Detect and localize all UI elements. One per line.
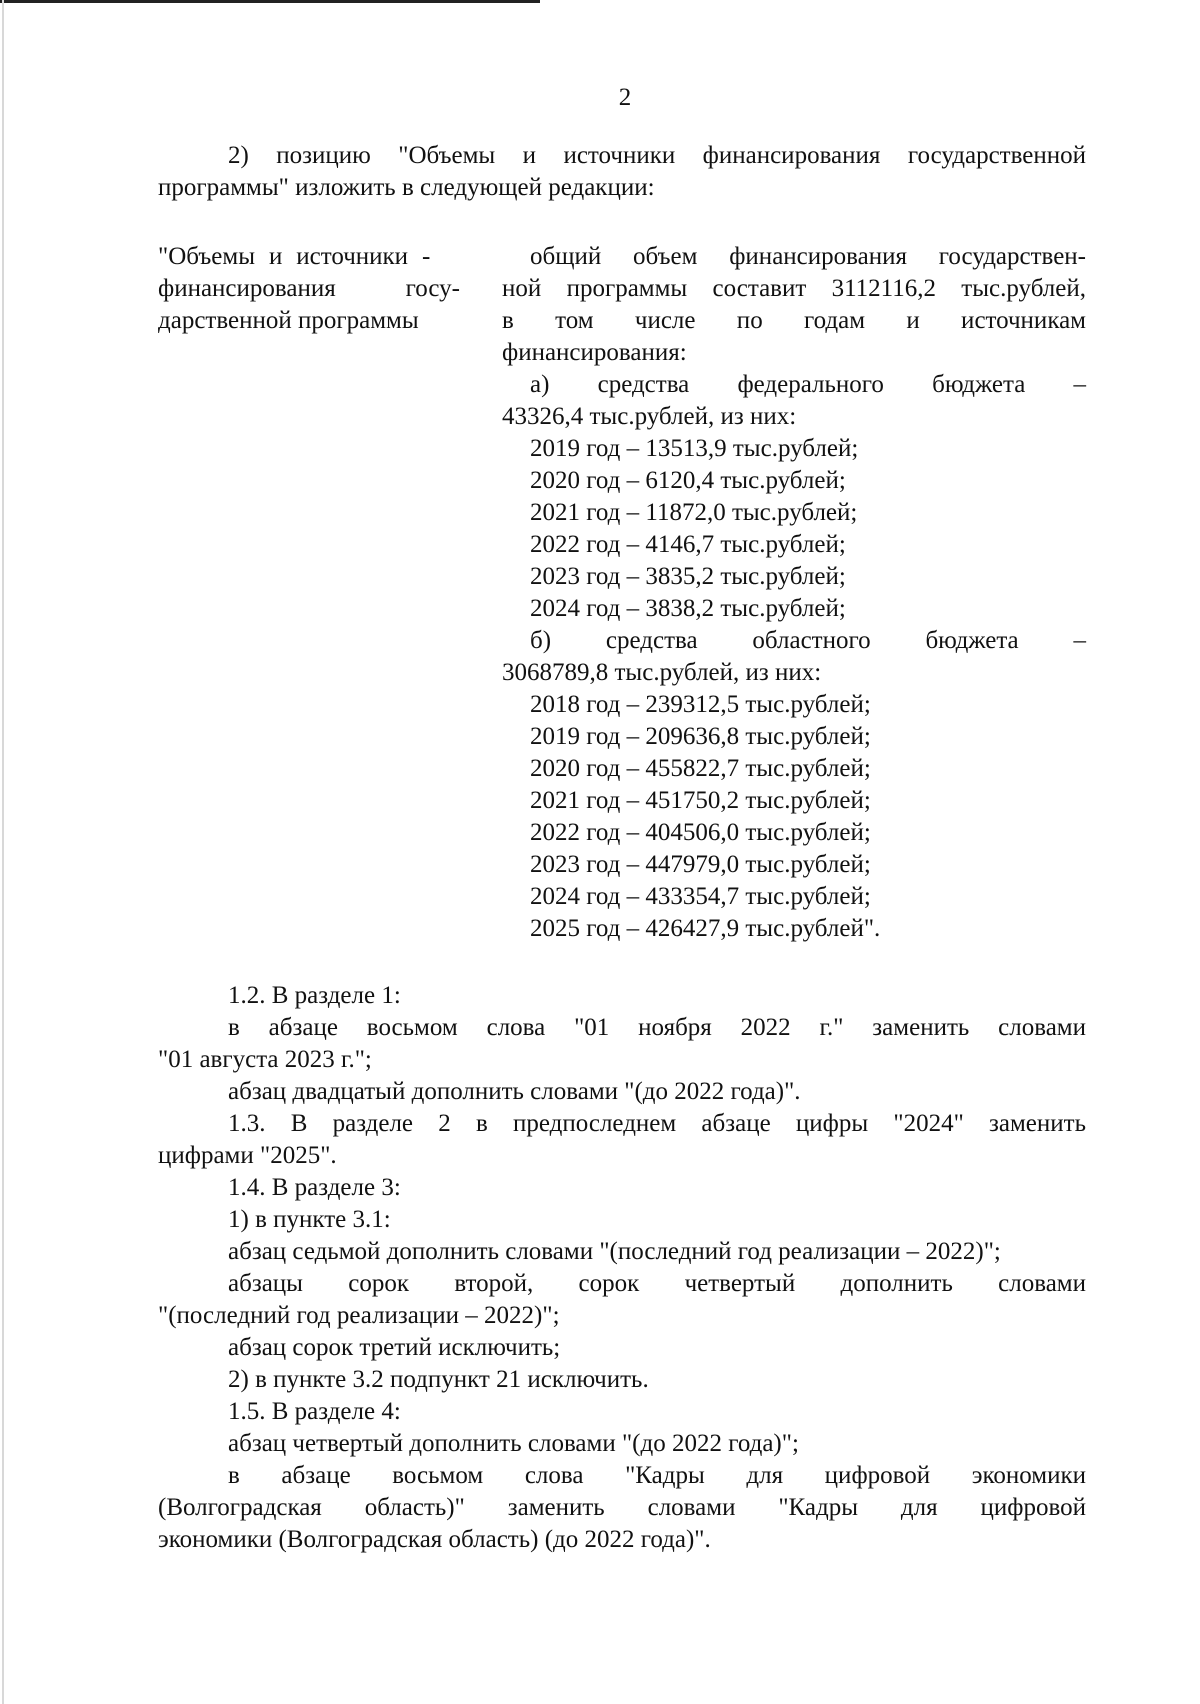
total-line-2: ной программы составит 3112116,2 тыс.рублей,: [502, 275, 1086, 302]
section-1-4-point-1: 1) в пункте 3.1:: [228, 1206, 391, 1233]
section-1-3-line-2: цифрами "2025".: [158, 1142, 337, 1169]
regional-year-row: 2022 год – 404506,0 тыс.рублей;: [530, 819, 871, 846]
section-1-2-item-b: абзац двадцатый дополнить словами "(до 2022 года)".: [228, 1078, 801, 1105]
total-line-4: финансирования:: [502, 339, 687, 366]
section-1-5-item-b-line-1: в абзаце восьмом слова "Кадры для цифровой экономики: [228, 1462, 1086, 1489]
top-edge-line: [0, 0, 540, 3]
label-line-2: финансирования госу-: [158, 275, 460, 302]
label-dash: -: [422, 243, 431, 270]
section-1-2-heading: 1.2. В разделе 1:: [228, 982, 401, 1009]
regional-year-row: 2025 год – 426427,9 тыс.рублей".: [530, 915, 881, 942]
intro-paragraph: [158, 140, 1086, 204]
regional-year-row: 2019 год – 209636,8 тыс.рублей;: [530, 723, 871, 750]
amendments-text: [158, 980, 1086, 1556]
financing-label-cell: [158, 241, 460, 337]
section-1-2-item-a-line-1: в абзаце восьмом слова "01 ноября 2022 г." заменить словами: [228, 1014, 1086, 1041]
regional-line-1: б) средства областного бюджета –: [530, 627, 1086, 654]
section-1-5-heading: 1.5. В разделе 4:: [228, 1398, 401, 1425]
label-line-1: "Объемы и источники -: [158, 241, 460, 273]
section-1-2-item-a-line-2: "01 августа 2023 г.";: [158, 1046, 372, 1073]
federal-year-row: 2022 год – 4146,7 тыс.рублей;: [530, 531, 846, 558]
intro-line-1: 2) позицию "Объемы и источники финансирования государственной: [228, 142, 1086, 169]
intro-line-2: программы" изложить в следующей редакции:: [158, 174, 655, 201]
regional-line-2: 3068789,8 тыс.рублей, из них:: [502, 659, 822, 686]
regional-year-row: 2018 год – 239312,5 тыс.рублей;: [530, 691, 871, 718]
section-1-4-point-1-b-line-2: "(последний год реализации – 2022)";: [158, 1302, 560, 1329]
section-1-4-point-1-b-line-1: абзацы сорок второй, сорок четвертый дополнить словами: [228, 1270, 1086, 1297]
label-line-3: дарственной программы: [158, 307, 419, 334]
federal-year-row: 2021 год – 11872,0 тыс.рублей;: [530, 499, 858, 526]
regional-year-row: 2024 год – 433354,7 тыс.рублей;: [530, 883, 871, 910]
regional-year-row: 2020 год – 455822,7 тыс.рублей;: [530, 755, 871, 782]
section-1-3-line-1: 1.3. В разделе 2 в предпоследнем абзаце цифры "2024" заменить: [228, 1110, 1086, 1137]
section-1-5-item-b-line-3: экономики (Волгоградская область) (до 2022 года)".: [158, 1526, 711, 1553]
regional-year-row: 2023 год – 447979,0 тыс.рублей;: [530, 851, 871, 878]
left-edge-line: [2, 0, 4, 1704]
section-1-4-heading: 1.4. В разделе 3:: [228, 1174, 401, 1201]
section-1-5-item-b-line-2: (Волгоградская область)" заменить словами "Кадры для цифровой: [158, 1494, 1086, 1521]
section-1-5-item-a: абзац четвертый дополнить словами "(до 2022 года)";: [228, 1430, 799, 1457]
page-number: 2: [618, 84, 632, 111]
federal-year-row: 2023 год – 3835,2 тыс.рублей;: [530, 563, 846, 590]
section-1-4-point-2: 2) в пункте 3.2 подпункт 21 исключить.: [228, 1366, 649, 1393]
total-line-1: общий объем финансирования государствен-: [530, 243, 1086, 270]
regional-year-row: 2021 год – 451750,2 тыс.рублей;: [530, 787, 871, 814]
federal-year-row: 2020 год – 6120,4 тыс.рублей;: [530, 467, 846, 494]
section-1-4-point-1-a: абзац седьмой дополнить словами "(последний год реализации – 2022)";: [228, 1238, 1001, 1265]
financing-value-cell: [502, 241, 1086, 945]
federal-line-1: а) средства федерального бюджета –: [530, 371, 1086, 398]
section-1-4-point-1-c: абзац сорок третий исключить;: [228, 1334, 561, 1361]
federal-year-row: 2019 год – 13513,9 тыс.рублей;: [530, 435, 859, 462]
federal-year-row: 2024 год – 3838,2 тыс.рублей;: [530, 595, 846, 622]
total-line-3: в том числе по годам и источникам: [502, 307, 1086, 334]
federal-line-2: 43326,4 тыс.рублей, из них:: [502, 403, 797, 430]
